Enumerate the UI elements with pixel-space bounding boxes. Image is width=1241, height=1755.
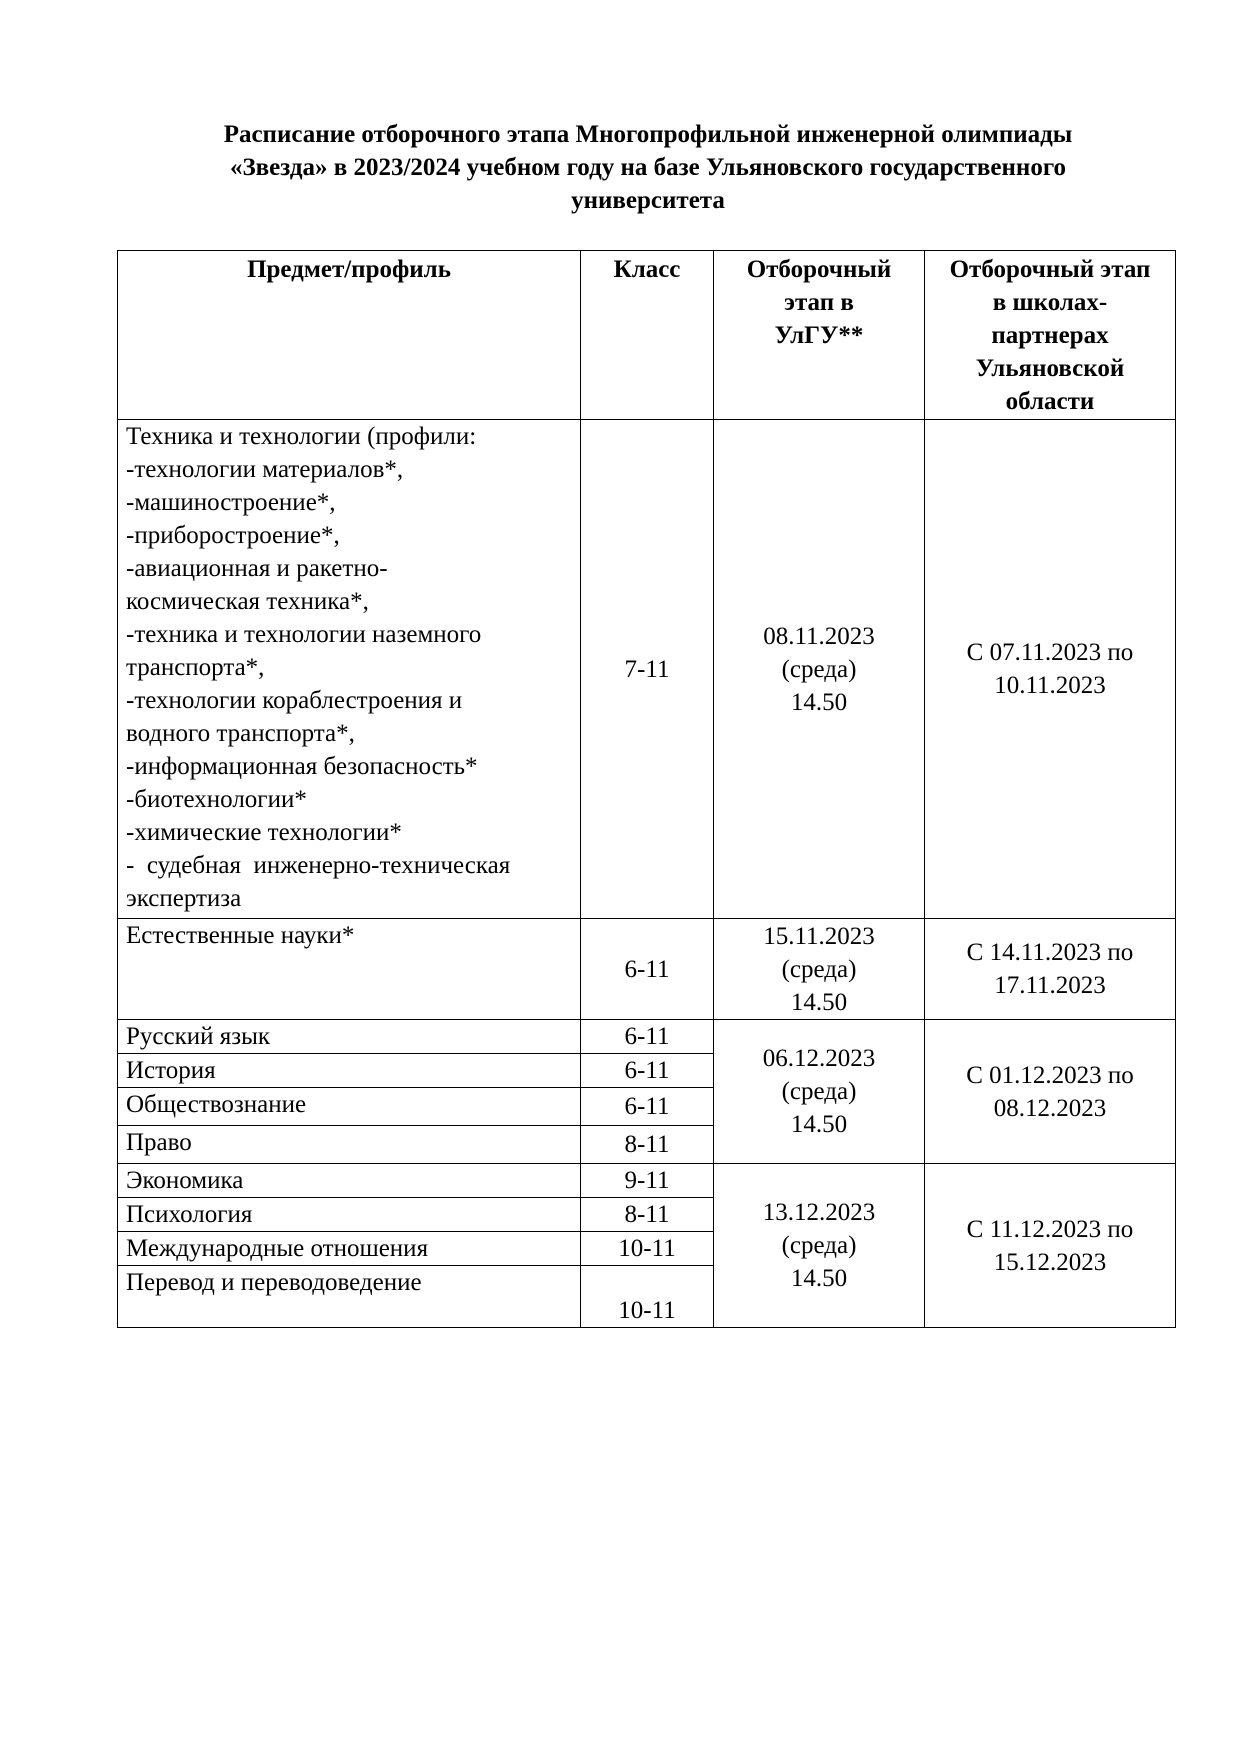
- ulsu-date-cell: 08.11.2023 (среда) 14.50: [714, 420, 925, 919]
- table-row-technology: [118, 420, 1176, 919]
- header-partner-schools-stage: Отборочный этап в школах- партнерах Ульяновской области: [925, 251, 1176, 420]
- title-line-1: Расписание отборочного этапа Многопрофильной инженерной олимпиады: [223, 121, 1073, 148]
- header-class: Класс: [581, 251, 714, 420]
- subject-cell: Психология: [118, 1198, 581, 1232]
- subject-cell: Обществознание: [118, 1088, 581, 1126]
- subject-cell: Русский язык: [118, 1020, 581, 1054]
- class-cell: 10-11: [581, 1266, 714, 1328]
- class-cell: 6-11: [581, 1088, 714, 1126]
- table-row: [118, 1020, 1176, 1054]
- class-cell: 6-11: [581, 1020, 714, 1054]
- ulsu-date-cell: 13.12.2023 (среда) 14.50: [714, 1164, 925, 1328]
- subject-cell: Экономика: [118, 1164, 581, 1198]
- schools-period-cell: С 01.12.2023 по 08.12.2023: [925, 1020, 1176, 1164]
- schools-period-cell: С 07.11.2023 по 10.11.2023: [925, 420, 1176, 919]
- subject-cell: Международные отношения: [118, 1232, 581, 1266]
- class-cell: 6-11: [581, 919, 714, 1020]
- class-cell: 9-11: [581, 1164, 714, 1198]
- header-subject: Предмет/профиль: [118, 251, 581, 420]
- class-cell: 8-11: [581, 1198, 714, 1232]
- schedule-table: [117, 250, 1176, 1328]
- schools-period-cell: С 11.12.2023 по 15.12.2023: [925, 1164, 1176, 1328]
- class-cell: 10-11: [581, 1232, 714, 1266]
- schools-period-cell: С 14.11.2023 по 17.11.2023: [925, 919, 1176, 1020]
- table-row: [118, 1164, 1176, 1198]
- class-cell: 7-11: [581, 420, 714, 919]
- class-cell: 8-11: [581, 1126, 714, 1164]
- ulsu-date-cell: 06.12.2023 (среда) 14.50: [714, 1020, 925, 1164]
- title-line-2: «Звезда» в 2023/2024 учебном году на базе Ульяновского государственного: [229, 154, 1067, 181]
- subject-cell: Право: [118, 1126, 581, 1164]
- class-cell: 6-11: [581, 1054, 714, 1088]
- subject-cell: История: [118, 1054, 581, 1088]
- header-row: [118, 251, 1176, 420]
- document-title: [118, 118, 1178, 217]
- ulsu-date-cell: 15.11.2023 (среда) 14.50: [714, 919, 925, 1020]
- header-ulsu-stage: Отборочный этап в УлГУ**: [714, 251, 925, 420]
- subject-cell-technology: Техника и технологии (профили: -технологии материалов*, -машиностроение*, -приборостроение*, -авиационная и ракетно- космическая техника*, -техника и технологии наземного транспорта*, -технологии кораблестроения и водного транспорта*, -информационная безопасность* -биотехнологии* -химические технологии* - судебная инженерно-техническая экспертиза: [118, 420, 581, 919]
- table-row-natural-sciences: [118, 919, 1176, 1020]
- subject-cell: Перевод и переводоведение: [118, 1266, 581, 1328]
- title-line-3: университета: [571, 187, 725, 214]
- subject-cell-natural-sciences: Естественные науки*: [118, 919, 581, 1020]
